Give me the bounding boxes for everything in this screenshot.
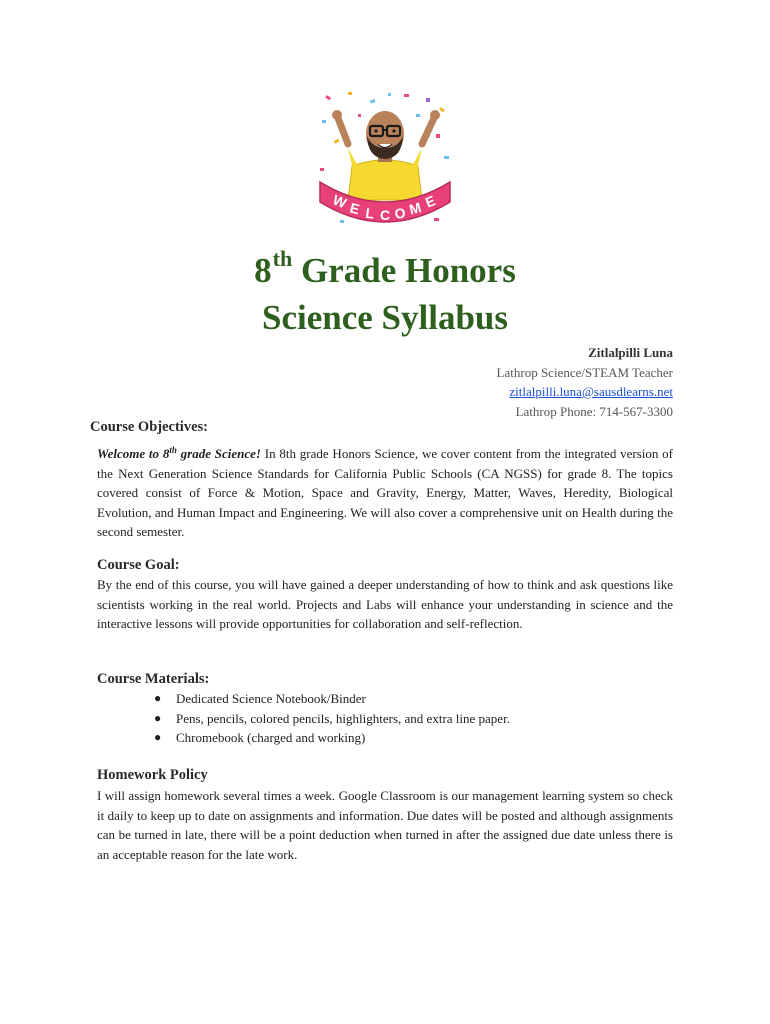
right-arm (422, 118, 434, 144)
list-item: ● Dedicated Science Notebook/Binder (154, 691, 366, 706)
course-materials-heading: Course Materials: (97, 671, 210, 687)
banner-letter: O (393, 204, 407, 222)
banner-letter: C (379, 207, 391, 223)
page-title-line-1: 8th Grade Honors (254, 246, 516, 290)
welcome-illustration (318, 90, 452, 228)
teacher-name: Zitlalpilli Luna (588, 345, 673, 360)
teacher-role: Lathrop Science/STEAM Teacher (496, 364, 673, 380)
list-item: ● Pens, pencils, colored pencils, highlighters, and extra line paper. (154, 710, 510, 726)
homework-policy-heading: Homework Policy (97, 767, 208, 783)
teacher-phone: Lathrop Phone: 714-567-3300 (515, 403, 673, 419)
banner-letter: E (348, 199, 362, 218)
course-goal-paragraph: By the end of this course, you will have gained a deeper understanding of how to think and ask questions like scientists working in the real world. Projects and Labs will enhance your understanding in science and the interactive lessons will provide opportunities for collaboration and self-reflection. (97, 577, 673, 632)
banner-letter: L (364, 204, 376, 222)
list-item: ● Chromebook (charged and working) (154, 730, 366, 745)
teacher-email-link[interactable]: zitlalpilli.luna@sausdlearns.net (509, 384, 673, 399)
banner-letter: M (407, 199, 423, 218)
banner-letter: E (423, 192, 438, 211)
course-materials-list (152, 689, 510, 748)
course-objectives-intro: Welcome to 8th grade Science! (97, 445, 261, 461)
course-objectives-heading: Course Objectives: (90, 419, 208, 435)
teacher-contact-block (497, 343, 673, 421)
shirt (348, 160, 422, 200)
banner-letter: W (330, 191, 349, 212)
course-objectives-paragraph: Welcome to 8th grade Science! In 8th grade Honors Science, we cover content from the integrated version of the Next Generation Science Standards for California Public Schools (CA NGSS) for grade 8. The topics covered consist of Force & Motion, Space and Gravity, Energy, Matter, Waves, Heredity, Biological Evolution, and Human Impact and Engineering. We will also cover a comprehensive unit on Health during the second semester. (97, 445, 673, 540)
homework-policy-paragraph: I will assign homework several times a week. Google Classroom is our management learning system so check it daily to keep up to date on assignments and information. Due dates will be posted and although assignments can be turned in late, there will be a point deduction when turned in after the assigned due date unless there is an acceptable reason for the late work. (97, 788, 673, 862)
page-title-line-2: Science Syllabus (261, 298, 508, 337)
left-arm (338, 118, 348, 144)
course-goal-heading: Course Goal: (97, 557, 180, 573)
